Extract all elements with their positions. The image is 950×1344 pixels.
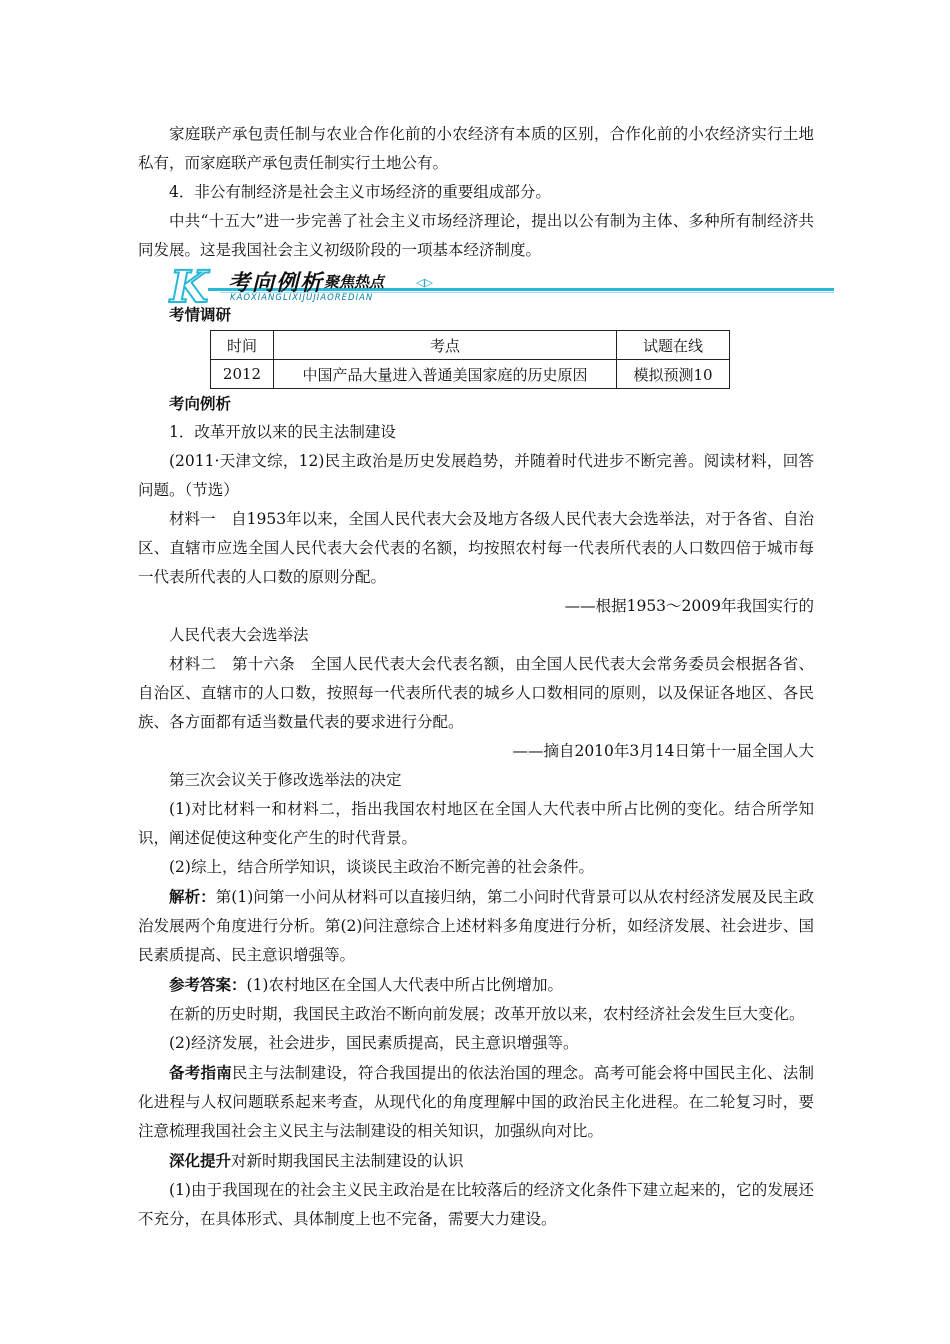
answer-paragraph — [138, 970, 814, 1000]
banner-subtitle: 聚焦热点 — [324, 273, 385, 291]
deepen-paragraph — [138, 1146, 814, 1176]
material-2-citation: ——摘自2010年3月14日第十一届全国人大 — [512, 742, 814, 760]
guide-text: 民主与法制建设，符合我国提出的依法治国的理念。高考可能会将中国民主化、法制化进程与人权问题联系起来考查，从现代化的角度理解中国的政治民主化进程。在二轮复习时，要注意梳理我国社会主义民主与法制建设的相关知识，加强纵向对比。 — [138, 1064, 814, 1140]
table-cell: 模拟预测10 — [617, 360, 730, 389]
intro-paragraph-3: 中共“十五大”进一步完善了社会主义市场经济理论，提出以公有制为主体、多种所有制经济共同发展。这是我国社会主义初级阶段的一项基本经济制度。 — [138, 212, 814, 259]
material-2: 材料二 第十六条 全国人民代表大会代表名额，由全国人民代表大会常务委员会根据各省、自治区、直辖市的人口数，按照每一代表所代表的城乡人口数相同的原则，以及保证各地区、各民族、各方面都有适当数量代表的要求进行分配。 — [138, 655, 814, 731]
material-1-citation-line2: 人民代表大会选举法 — [169, 626, 309, 644]
answer-label: 参考答案： — [169, 975, 247, 994]
table-cell: 中国产品大量进入普通美国家庭的历史原因 — [274, 360, 617, 389]
exam-survey-heading: 考情调研 — [169, 305, 232, 324]
analysis-label: 解析： — [169, 887, 216, 906]
guide-paragraph — [138, 1058, 814, 1146]
material-2-citation-line2: 第三次会议关于修改选举法的决定 — [169, 771, 402, 789]
intro-paragraph-2: 4．非公有制经济是社会主义市场经济的重要组成部分。 — [169, 183, 551, 201]
example-source: (2011·天津文综，12)民主政治是历史发展趋势，并随着时代进步不断完善。阅读材料，回答问题。（节选） — [138, 452, 814, 499]
exam-survey-table — [210, 330, 730, 389]
answer-2: (2)经济发展，社会进步，国民素质提高，民主意识增强等。 — [169, 1034, 579, 1052]
question-2: (2)综上，结合所学知识，谈谈民主政治不断完善的社会条件。 — [169, 858, 594, 876]
analysis-text: 第(1)问第一小问从材料可以直接归纳，第二小问时代背景可以从农村经济发展及民主政治发展两个角度进行分析。第(2)问注意综合上述材料多角度进行分析，如经济发展、社会进步、国民素质提高、民主意识增强等。 — [138, 888, 814, 964]
banner-arrow-icon: ◁▷ — [416, 276, 433, 289]
material-1-citation: ——根据1953～2009年我国实行的 — [564, 597, 814, 615]
answer-1: (1)农村地区在全国人大代表中所占比例增加。 — [246, 976, 563, 994]
answer-1-detail: 在新的历史时期，我国民主政治不断向前发展；改革开放以来，农村经济社会发生巨大变化。 — [169, 1005, 805, 1023]
analysis-paragraph — [138, 882, 814, 970]
question-1: (1)对比材料一和材料二，指出我国农村地区在全国人大代表中所占比例的变化。结合所学知识，阐述促使这种变化产生的时代背景。 — [138, 800, 814, 847]
table-header-cell: 试题在线 — [617, 331, 730, 360]
deepen-point-1: (1)由于我国现在的社会主义民主政治是在比较落后的经济文化条件下建立起来的，它的发展还不充分，在具体形式、具体制度上也不完备，需要大力建设。 — [138, 1181, 814, 1228]
svg-text:K: K — [170, 262, 209, 308]
material-1: 材料一 自1953年以来，全国人民代表大会及地方各级人民代表大会选举法，对于各省、自治区、直辖市应选全国人民代表大会代表的名额，均按照农村每一代表所代表的人口数四倍于城市每一代表所代表的人口数的原则分配。 — [138, 510, 814, 586]
banner-pinyin: KAOXIANGLIXIJUJIAOREDIAN — [230, 293, 374, 303]
table-header-row — [211, 331, 730, 360]
table-row — [211, 360, 730, 389]
example-heading: 考向例析 — [169, 394, 232, 413]
example-item-title: 1．改革开放以来的民主法制建设 — [169, 423, 396, 441]
intro-paragraph-1: 家庭联产承包责任制与农业合作化前的小农经济有本质的区别，合作化前的小农经济实行土地私有，而家庭联产承包责任制实行土地公有。 — [138, 125, 814, 172]
intro-section — [138, 120, 814, 265]
banner-title: 考向例析 — [228, 271, 325, 296]
table-cell: 2012 — [211, 360, 274, 389]
table-header-cell: 考点 — [274, 331, 617, 360]
deepen-label: 深化提升 — [169, 1151, 232, 1170]
guide-label: 备考指南 — [169, 1063, 232, 1082]
table-header-cell: 时间 — [211, 331, 274, 360]
deepen-text: 对新时期我国民主法制建设的认识 — [231, 1152, 464, 1170]
example-section — [138, 389, 814, 1234]
exam-survey-section — [138, 300, 814, 329]
